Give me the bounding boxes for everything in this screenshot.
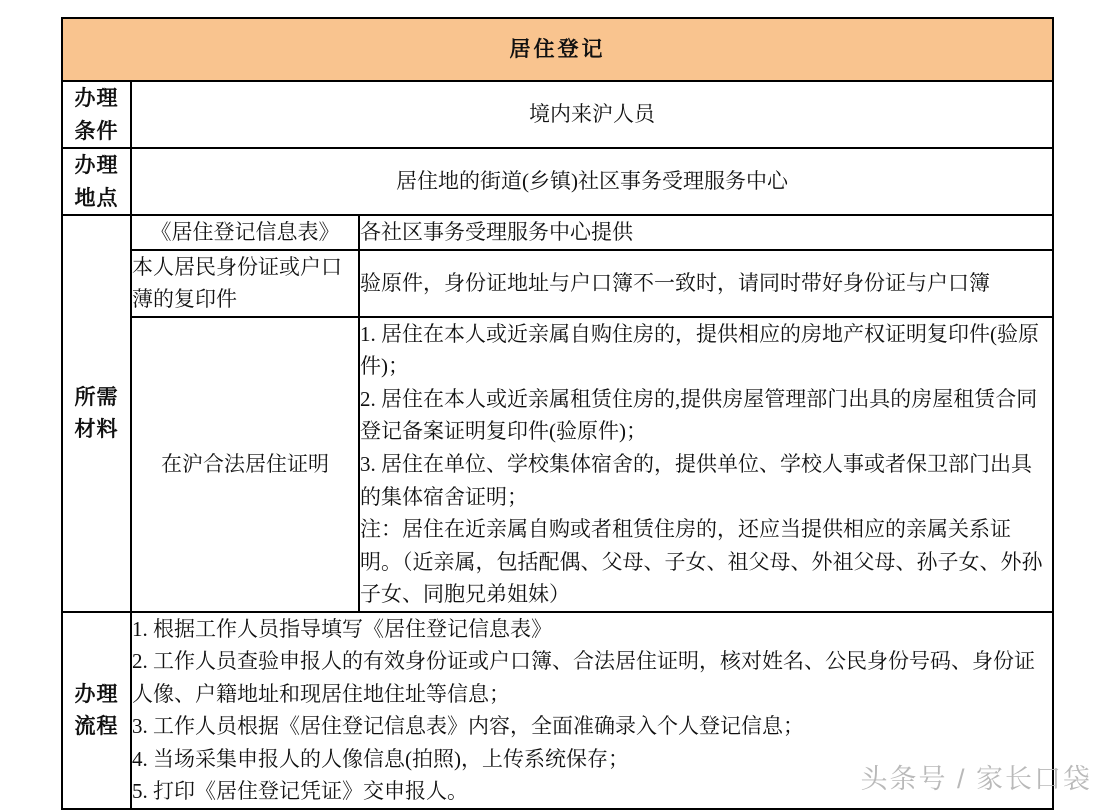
- material-detail-1: 各社区事务受理服务中心提供: [359, 215, 1053, 250]
- process-step-5: 5. 打印《居住登记凭证》交申报人。: [132, 779, 468, 804]
- residence-registration-table: [61, 17, 1054, 810]
- table-row-material-2: [62, 250, 1053, 317]
- material-name-3: 在沪合法居住证明: [131, 317, 359, 612]
- row-label-location-line1: 办理: [74, 153, 119, 178]
- row-label-location-line2: 地点: [74, 185, 119, 210]
- table-row-material-3: [62, 317, 1053, 612]
- material-name-1: 《居住登记信息表》: [131, 215, 359, 250]
- row-label-condition: [62, 81, 131, 148]
- location-value: 居住地的街道(乡镇)社区事务受理服务中心: [131, 148, 1053, 215]
- row-label-materials-line2: 材料: [74, 417, 119, 442]
- material-detail-3-line-2: 2. 居住在本人或近亲属租赁住房的,提供房屋管理部门出具的房屋租赁合同登记备案证明复印件(验原件)；: [360, 386, 1038, 444]
- watermark: 头条号 / 家长口袋: [860, 764, 1092, 794]
- material-name-2: 本人居民身份证或户口薄的复印件: [131, 250, 359, 317]
- row-label-materials: [62, 215, 131, 612]
- row-label-condition-line2: 条件: [74, 118, 119, 143]
- table-row-location: [62, 148, 1053, 215]
- process-step-3: 3. 工作人员根据《居住登记信息表》内容，全面准确录入个人登记信息；: [132, 714, 804, 739]
- material-detail-2: 验原件，身份证地址与户口簿不一致时，请同时带好身份证与户口簿: [359, 250, 1053, 317]
- table-row-process: [62, 612, 1053, 809]
- row-label-process-line1: 办理: [74, 681, 119, 706]
- process-step-1: 1. 根据工作人员指导填写《居住登记信息表》: [132, 616, 552, 641]
- row-label-location: [62, 148, 131, 215]
- condition-value: 境内来沪人员: [131, 81, 1053, 148]
- row-label-process-line2: 流程: [74, 714, 119, 739]
- material-detail-3-line-3: 3. 居住在单位、学校集体宿舍的，提供单位、学校人事或者保卫部门出具的集体宿舍证明；: [360, 452, 1032, 509]
- table-row-material-1: [62, 215, 1053, 250]
- page-title: 居住登记: [62, 18, 1053, 81]
- process-step-4: 4. 当场采集申报人的人像信息(拍照)，上传系统保存；: [132, 746, 629, 771]
- material-detail-3: [359, 317, 1053, 612]
- process-step-2: 2. 工作人员查验申报人的有效身份证或户口簿、合法居住证明，核对姓名、公民身份号码、身份证人像、户籍地址和现居住地住址等信息；: [132, 649, 1035, 706]
- material-detail-3-line-4: 注：居住在近亲属自购或者租赁住房的，还应当提供相应的亲属关系证明。（近亲属，包括配偶、父母、子女、祖父母、外祖父母、孙子女、外孙子女、同胞兄弟姐妹）: [360, 517, 1043, 607]
- material-detail-3-line-1: 1. 居住在本人或近亲属自购住房的，提供相应的房地产权证明复印件(验原件)；: [360, 321, 1039, 379]
- table-row-title: [62, 18, 1053, 81]
- row-label-condition-line1: 办理: [74, 86, 119, 110]
- table-row-condition: [62, 81, 1053, 148]
- row-label-materials-line1: 所需: [74, 384, 119, 409]
- row-label-process: [62, 612, 131, 809]
- process-steps: [131, 612, 1053, 809]
